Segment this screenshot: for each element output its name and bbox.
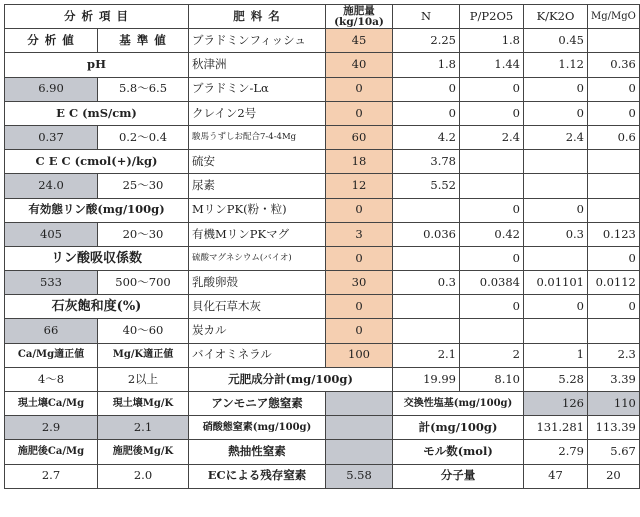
p-value: 0 (460, 246, 524, 270)
current-ca-mg-value: 2.9 (5, 416, 98, 440)
sum-k: 131.281 (524, 416, 588, 440)
mg-value: 2.3 (588, 343, 640, 367)
table-row (5, 319, 640, 343)
fertilizer-amount[interactable]: 100 (326, 343, 393, 367)
mg-value: 0 (588, 101, 640, 125)
fertilizer-name: 硫酸マグネシウム(バイオ) (189, 246, 326, 270)
n-value: 4.2 (393, 125, 460, 149)
k-value: 1.12 (524, 53, 588, 77)
n-header: N (393, 5, 460, 29)
n-value (393, 319, 460, 343)
table-row (5, 440, 640, 464)
n-value: 0.3 (393, 271, 460, 295)
phosphate-absorption-label: リン酸吸収係数 (5, 246, 189, 270)
mg-value (588, 150, 640, 174)
n-value: 5.52 (393, 174, 460, 198)
p-value: 0 (460, 295, 524, 319)
fertilizer-name: ブラドミン-Lα (189, 77, 326, 101)
mole-mg: 5.67 (588, 440, 640, 464)
n-value: 0 (393, 77, 460, 101)
fertilizer-table (4, 4, 640, 489)
total-p: 8.10 (460, 367, 524, 391)
p-value: 0 (460, 101, 524, 125)
mg-value (588, 319, 640, 343)
fertilizer-amount[interactable]: 0 (326, 319, 393, 343)
p-value (460, 150, 524, 174)
lime-saturation-value: 66 (5, 319, 98, 343)
total-mg: 3.39 (588, 367, 640, 391)
mole-k: 2.79 (524, 440, 588, 464)
lime-saturation-standard: 40〜60 (98, 319, 189, 343)
fertilizer-name: 尿素 (189, 174, 326, 198)
k-value: 2.4 (524, 125, 588, 149)
soil-analysis-sheet (4, 4, 640, 489)
mg-value: 0.123 (588, 222, 640, 246)
n-value: 3.78 (393, 150, 460, 174)
ph-label: pH (5, 53, 189, 77)
base-fertilizer-total-label: 元肥成分計(mg/100g) (189, 367, 393, 391)
p-value: 2 (460, 343, 524, 367)
k-value (524, 150, 588, 174)
current-ca-mg-label: 現土壌Ca/Mg (5, 392, 98, 416)
table-row (5, 271, 640, 295)
mg-value (588, 174, 640, 198)
k-header: K/K2O (524, 5, 588, 29)
fertilizer-name: 有機MリンPKマグ (189, 222, 326, 246)
nitrate-nitrogen-label: 硝酸態窒素(mg/100g) (189, 416, 326, 440)
n-value: 2.25 (393, 29, 460, 53)
p-value (460, 174, 524, 198)
analysis-header: 分 析 項 目 (5, 5, 189, 29)
table-row (5, 150, 640, 174)
k-value (524, 246, 588, 270)
k-value: 0 (524, 77, 588, 101)
exchangeable-mg[interactable]: 110 (588, 392, 640, 416)
exchangeable-k[interactable]: 126 (524, 392, 588, 416)
total-n: 19.99 (393, 367, 460, 391)
phosphate-absorption-standard: 500〜700 (98, 271, 189, 295)
phosphate-absorption-value: 533 (5, 271, 98, 295)
fertilizer-name: 駿馬うずしお配合7-4-4Mg (189, 125, 326, 149)
lime-saturation-label: 石灰飽和度(%) (5, 295, 189, 319)
fertilizer-name: ブラドミンフィッシュ (189, 29, 326, 53)
fertilizer-amount[interactable]: 3 (326, 222, 393, 246)
amount-header: 施肥量 (kg/10a) (326, 5, 393, 29)
fertilizer-name-header: 肥 料 名 (189, 5, 326, 29)
table-row (5, 174, 640, 198)
analysis-value-header: 分 析 値 (5, 29, 98, 53)
mg-value (588, 198, 640, 222)
hot-water-nitrogen-label: 熱抽性窒素 (189, 440, 326, 464)
mg-value: 0.36 (588, 53, 640, 77)
p-value: 1.8 (460, 29, 524, 53)
fertilizer-amount[interactable]: 0 (326, 101, 393, 125)
cec-value: 24.0 (5, 174, 98, 198)
n-value: 2.1 (393, 343, 460, 367)
mole-count-label: モル数(mol) (393, 440, 524, 464)
header-row (5, 5, 640, 29)
ammonium-nitrogen-value[interactable] (326, 392, 393, 416)
total-k: 5.28 (524, 367, 588, 391)
fertilizer-name: バイオミネラル (189, 343, 326, 367)
cec-label: C E C (cmol(+)/kg) (5, 150, 189, 174)
mg-value: 0 (588, 295, 640, 319)
n-value: 0 (393, 101, 460, 125)
molecular-weight-mg: 20 (588, 464, 640, 488)
ph-standard: 5.8〜6.5 (98, 77, 189, 101)
p-header: P/P2O5 (460, 5, 524, 29)
hot-water-nitrogen-value[interactable] (326, 440, 393, 464)
k-value: 0.01101 (524, 271, 588, 295)
fertilizer-amount[interactable]: 0 (326, 246, 393, 270)
fertilizer-name: クレイン2号 (189, 101, 326, 125)
current-mg-k-label: 現土壌Mg/K (98, 392, 189, 416)
available-phosphate-value: 405 (5, 222, 98, 246)
table-row (5, 295, 640, 319)
fertilizer-amount[interactable]: 45 (326, 29, 393, 53)
p-value: 1.44 (460, 53, 524, 77)
table-row (5, 125, 640, 149)
sum-mg: 113.39 (588, 416, 640, 440)
ca-mg-standard-value: 4〜8 (5, 367, 98, 391)
table-row (5, 101, 640, 125)
n-value (393, 246, 460, 270)
n-value (393, 295, 460, 319)
fertilizer-amount[interactable]: 0 (326, 295, 393, 319)
residual-nitrogen-value: 5.58 (326, 464, 393, 488)
after-mg-k-value: 2.0 (98, 464, 189, 488)
p-value: 0.42 (460, 222, 524, 246)
sum-label: 計(mg/100g) (393, 416, 524, 440)
fertilizer-amount[interactable]: 30 (326, 271, 393, 295)
molecular-weight-k: 47 (524, 464, 588, 488)
n-value (393, 198, 460, 222)
mg-value: 0.6 (588, 125, 640, 149)
table-row (5, 246, 640, 270)
available-phosphate-label: 有効態リン酸(mg/100g) (5, 198, 189, 222)
fertilizer-amount[interactable]: 60 (326, 125, 393, 149)
fertilizer-amount[interactable]: 0 (326, 198, 393, 222)
fertilizer-name: 硫安 (189, 150, 326, 174)
molecular-weight-label: 分子量 (393, 464, 524, 488)
table-row (5, 77, 640, 101)
mg-value (588, 29, 640, 53)
n-value: 0.036 (393, 222, 460, 246)
ec-value: 0.37 (5, 125, 98, 149)
k-value: 1 (524, 343, 588, 367)
ca-mg-standard-label: Ca/Mg適正値 (5, 343, 98, 367)
fertilizer-amount[interactable]: 12 (326, 174, 393, 198)
ammonium-nitrogen-label: アンモニア態窒素 (189, 392, 326, 416)
available-phosphate-standard: 20〜30 (98, 222, 189, 246)
mg-value: 0.0112 (588, 271, 640, 295)
fertilizer-name: MリンPK(粉・粒) (189, 198, 326, 222)
p-value: 0 (460, 77, 524, 101)
fertilizer-amount[interactable]: 0 (326, 77, 393, 101)
table-row (5, 222, 640, 246)
total-row (5, 367, 640, 391)
table-row (5, 29, 640, 53)
nitrate-nitrogen-value[interactable] (326, 416, 393, 440)
k-value (524, 319, 588, 343)
after-mg-k-label: 施肥後Mg/K (98, 440, 189, 464)
p-value (460, 319, 524, 343)
mg-k-standard-label: Mg/K適正値 (98, 343, 189, 367)
n-value: 1.8 (393, 53, 460, 77)
after-ca-mg-value: 2.7 (5, 464, 98, 488)
table-row (5, 464, 640, 488)
p-value: 0 (460, 198, 524, 222)
fertilizer-name: 秋津洲 (189, 53, 326, 77)
table-row (5, 343, 640, 367)
mg-k-standard-value: 2以上 (98, 367, 189, 391)
exchangeable-base-label: 交換性塩基(mg/100g) (393, 392, 524, 416)
k-value: 0.3 (524, 222, 588, 246)
p-value: 2.4 (460, 125, 524, 149)
table-row (5, 392, 640, 416)
table-row (5, 198, 640, 222)
table-row (5, 416, 640, 440)
ec-label: E C (mS/cm) (5, 101, 189, 125)
k-value (524, 174, 588, 198)
fertilizer-amount[interactable]: 40 (326, 53, 393, 77)
fertilizer-amount[interactable]: 18 (326, 150, 393, 174)
ec-standard: 0.2〜0.4 (98, 125, 189, 149)
fertilizer-name: 貝化石草木灰 (189, 295, 326, 319)
k-value: 0 (524, 101, 588, 125)
k-value: 0.45 (524, 29, 588, 53)
k-value: 0 (524, 295, 588, 319)
cec-standard: 25〜30 (98, 174, 189, 198)
standard-value-header: 基 準 値 (98, 29, 189, 53)
mg-value: 0 (588, 246, 640, 270)
ph-value: 6.90 (5, 77, 98, 101)
mg-header: Mg/MgO (588, 5, 640, 29)
p-value: 0.0384 (460, 271, 524, 295)
fertilizer-name: 乳酸卵殻 (189, 271, 326, 295)
residual-nitrogen-label: ECによる残存窒素 (189, 464, 326, 488)
k-value: 0 (524, 198, 588, 222)
after-ca-mg-label: 施肥後Ca/Mg (5, 440, 98, 464)
current-mg-k-value: 2.1 (98, 416, 189, 440)
mg-value: 0 (588, 77, 640, 101)
fertilizer-name: 炭カル (189, 319, 326, 343)
table-row (5, 53, 640, 77)
